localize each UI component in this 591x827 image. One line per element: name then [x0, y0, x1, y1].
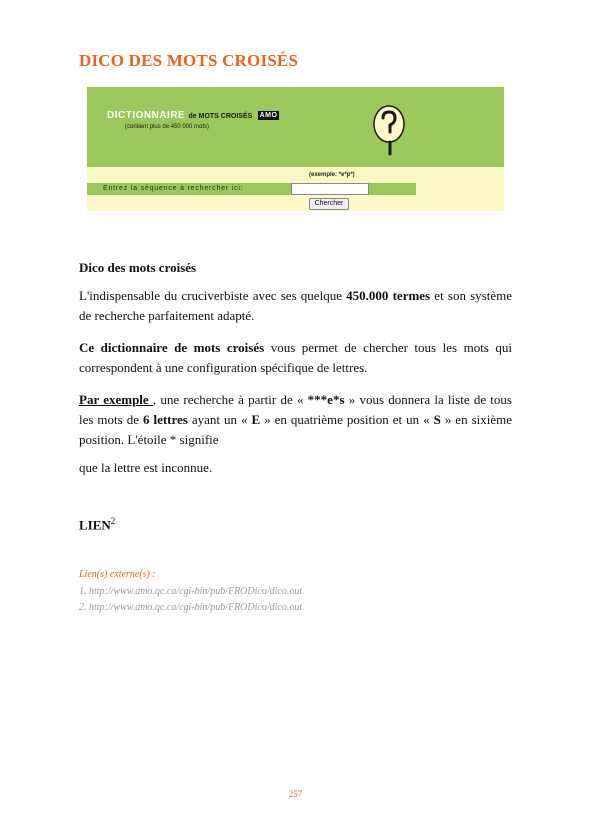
para3-text-1: , une recherche à partir de « [152, 392, 308, 407]
paragraph-3 [79, 390, 512, 450]
footnote-ref: 2 [110, 516, 116, 526]
paragraph-4: que la lettre est inconnue. [79, 460, 213, 475]
example-label: Par exemple [79, 392, 153, 407]
external-link-1[interactable]: 1. http://www.amo.qc.ca/cgi-bin/pub/FRODico/dico.out [79, 586, 303, 597]
logo-subtitle: (contient plus de 450 000 mots) [125, 124, 210, 130]
question-mark-icon [372, 104, 406, 158]
logo-badge: AMO [259, 111, 278, 119]
para1-bold: 450.000 termes [346, 288, 431, 303]
search-button[interactable]: Chercher [309, 198, 349, 210]
para2-text: vous permet de chercher tous les mots qui correspondent à une configuration spécifique de lettres. [79, 340, 512, 375]
section-heading: Dico des mots croisés [79, 260, 197, 275]
para3-text-5: » en sixième position. L'étoile * signifie [79, 412, 512, 447]
logo-small-text: de MOTS CROISÉS [188, 113, 253, 120]
paragraph-2 [79, 338, 512, 378]
para3-text-4: » en quatrième position et un « [260, 412, 434, 427]
six-letters: 6 lettres [142, 412, 188, 427]
external-links-label: Lien(s) externe(s) : [79, 569, 156, 580]
letter-s: S [433, 412, 441, 427]
search-pattern: ***e*s [307, 392, 345, 407]
logo-main-text: DICTIONNAIRE [107, 110, 186, 121]
letter-e: E [251, 412, 261, 427]
lien-heading [79, 516, 115, 533]
para2-bold: Ce dictionnaire de mots croisés [79, 340, 265, 355]
widget-logo [107, 110, 279, 121]
para1-text: L'indispensable du cruciverbiste avec ses quelque [79, 288, 347, 303]
search-example: (exemple: *e*p*) [309, 172, 355, 178]
para3-text-3: ayant un « [187, 412, 252, 427]
lien-label: LIEN [79, 517, 111, 533]
external-link-2[interactable]: 2. http://www.amo.qc.ca/cgi-bin/pub/FRODico/dico.out [79, 602, 303, 613]
page-number: 257 [288, 789, 303, 799]
widget-banner [87, 87, 504, 167]
dictionary-widget [87, 87, 504, 211]
para1-text-end: et son système de recherche parfaitement adapté. [79, 288, 513, 323]
paragraph-1 [79, 286, 512, 326]
search-label: Entrez la séquence à rechercher ici: [103, 185, 244, 192]
page-title: DICO DES MOTS CROISÉS [79, 51, 299, 70]
search-input[interactable] [291, 183, 369, 195]
para3-text-2: » vous donnera la liste de tous les mots de [79, 392, 512, 427]
